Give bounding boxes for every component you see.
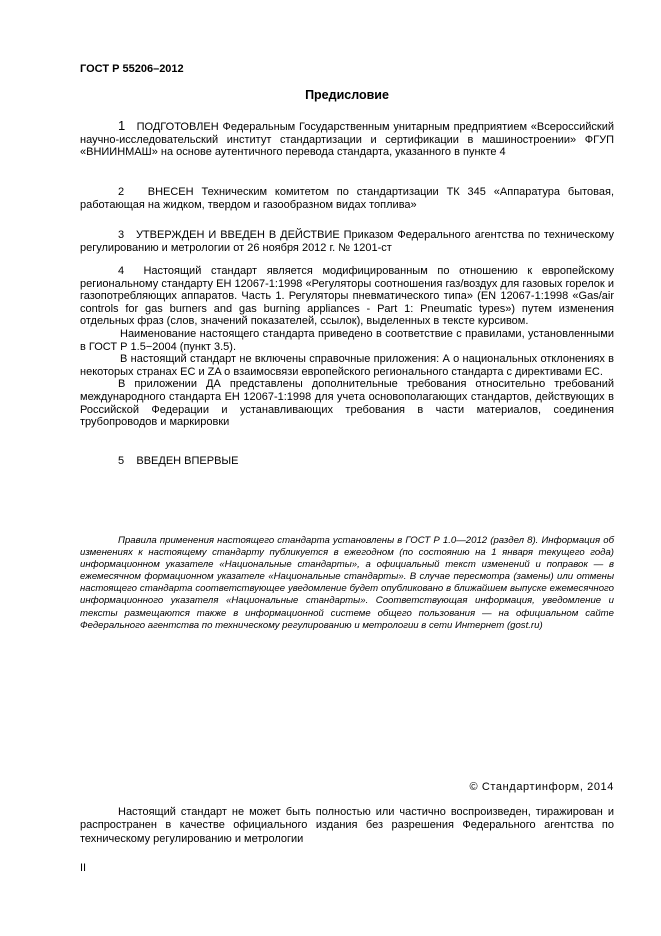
item-text: ВВЕДЕН ВПЕРВЫЕ [136,455,239,467]
reprint-restriction-notice: Настоящий стандарт не может быть полностью или частично воспроизведен, тиражирован и распространен в качестве официального издания без разрешения Федерального агентства по техническому регулированию и метрологии [80,806,614,845]
page-number: II [80,862,87,874]
item-number: 1 [118,118,126,133]
item-4-annexes-paragraph: В настоящий стандарт не включены справочные приложения: А о национальных отклонениях в некоторых странах ЕС и ZA о взаимосвязи европейского регионального стандарта с директивами ЕС. [80,353,614,378]
item-text: Настоящий стандарт является модифицированным по отношению к европейскому региональному стандарту ЕН 12067-1:1998 «Регуляторы соотношения газ/воздух для газовых горелок и газопотребляющих аппаратов. Часть 1. Регуляторы пневматического типа» (EN 12067-1:1998 «Gas/air controls for gas burners and gas burning appliances - Part 1: Pneumatic types») путем изменения отдельных фраз (слов, значений показателей, ссылок), выделенных в тексте курсивом. [80,265,614,328]
item-4-naming-paragraph: Наименование настоящего стандарта приведено в соответствие с правилами, установленными в ГОСТ Р 1.5−2004 (пункт 3.5). [80,327,614,353]
preface-item-5 [80,455,614,468]
preface-item-4 [80,265,614,429]
item-4-annex-da-paragraph: В приложении ДА представлены дополнительные требования относительно требований международного стандарта ЕН 12067-1:1998 для учета основополагающих стандартов, действующих в Российской Федерации и устанавливающих требования в части материалов, соединения трубопроводов и маркировки [80,378,614,429]
copyright-line: © Стандартинформ, 2014 [469,781,614,793]
standard-code-header: ГОСТ Р 55206–2012 [80,63,184,75]
item-number: 2 [118,186,125,198]
item-number: 4 [118,265,125,277]
preface-item-2 [80,186,614,211]
item-text: УТВЕРЖДЕН И ВВЕДЕН В ДЕЙСТВИЕ Приказом Федерального агентства по техническому регулированию и метрологии от 26 ноября 2012 г. № 1201-ст [80,229,614,254]
item-number: 3 [118,229,125,241]
item-number: 5 [118,455,125,467]
page-title: Предисловие [305,88,389,102]
preface-item-1 [80,120,614,159]
application-rules-notice: Правила применения настоящего стандарта установлены в ГОСТ Р 1.0—2012 (раздел 8). Информация об изменениях к настоящему стандарту публикуется в ежегодном (по состоянию на 1 января текущего года) информационном указателе «Национальные стандарты», а официальный текст изменений и поправок — в ежемесячном формационном указателе «Национальные стандарты». В случае пересмотра (замены) или отмены настоящего стандарта соответствующее уведомление будет опубликовано в ближайшем выпуске ежемесячного информационного указателя «Национальные стандарты». Соответствующая информация, уведомление и тексты размещаются также в информационной системе общего пользования — на официальном сайте Федерального агентства по техническому регулированию и метрологии в сети Интернет (gost.ru) [80,535,614,631]
preface-item-3 [80,229,614,254]
item-text: ВНЕСЕН Техническим комитетом по стандартизации ТК 345 «Аппаратура бытовая, работающая на жидком, твердом и газообразном видах топлива» [80,186,614,211]
item-text: ПОДГОТОВЛЕН Федеральным Государственным унитарным предприятием «Всероссийский научно-исследовательский институт стандартизации и сертификации в машиностроении» ФГУП «ВНИИНМАШ» на основе аутентичного перевода стандарта, указанного в пункте 4 [80,121,614,159]
